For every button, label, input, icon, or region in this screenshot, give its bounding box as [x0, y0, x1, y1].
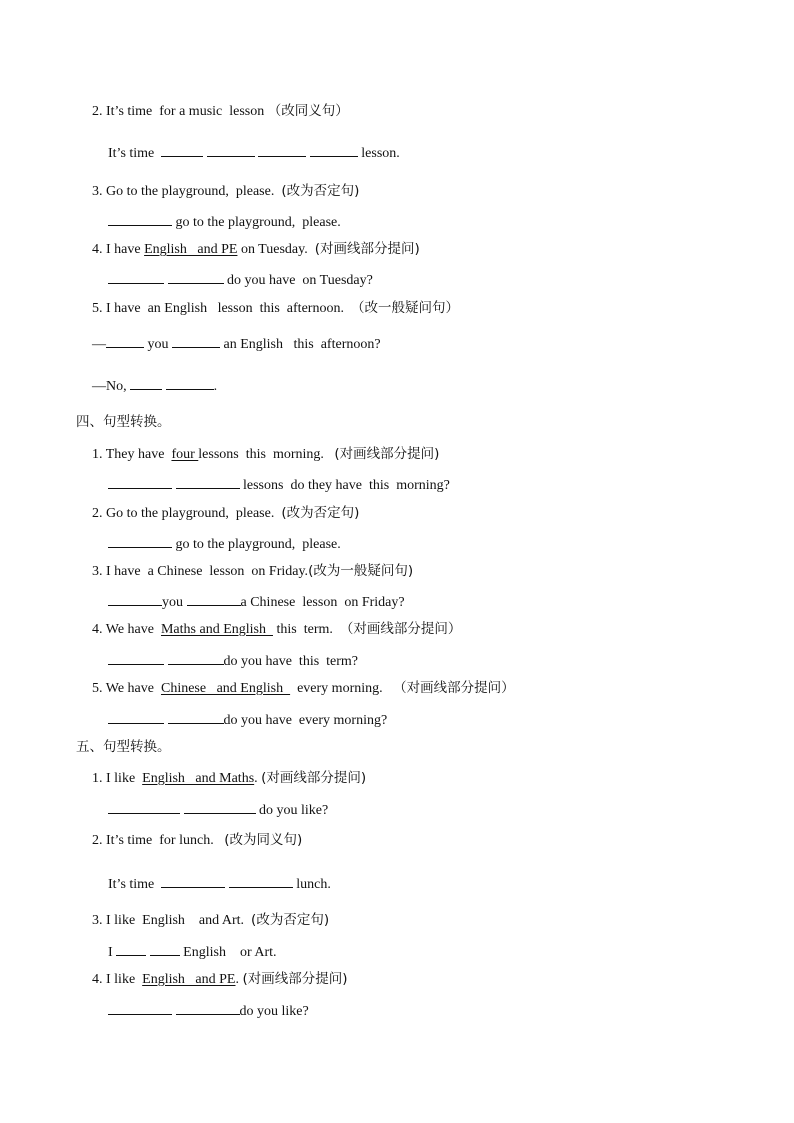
- instruction-text: （对画线部分提问）: [393, 680, 515, 696]
- answer-line: [108, 874, 331, 894]
- sentence-text: It’s time: [108, 877, 162, 892]
- question-2-prompt: [92, 504, 359, 523]
- answer-blank[interactable]: [184, 800, 256, 814]
- sentence-text: do you like?: [255, 803, 329, 818]
- answer-blank[interactable]: [108, 800, 180, 814]
- sentence-text: this term.: [272, 622, 340, 637]
- answer-line: [108, 592, 405, 612]
- question-2-prompt: [92, 831, 302, 850]
- sentence-text: do you have on Tuesday?: [223, 273, 373, 288]
- answer-blank[interactable]: [150, 942, 180, 956]
- question-4-prompt: [92, 620, 461, 639]
- answer-blank[interactable]: [166, 376, 214, 390]
- sentence-text: 5. I have an English lesson this afternoon.: [92, 301, 351, 316]
- answer-line: [108, 534, 341, 554]
- instruction-text: (对画线部分提问): [261, 770, 367, 786]
- answer-line: [108, 212, 341, 232]
- question-3-prompt: [92, 911, 329, 930]
- sentence-text: 1. I like: [92, 771, 143, 786]
- sentence-text: 5. We have: [92, 681, 161, 696]
- instruction-text: (改为否定句): [281, 183, 360, 199]
- sentence-text: 2. It’s time for a music lesson: [92, 104, 268, 119]
- answer-blank[interactable]: [168, 710, 224, 724]
- sentence-text: 3. Go to the playground, please.: [92, 184, 282, 199]
- instruction-text: (改为一般疑问句): [308, 563, 414, 579]
- answer-blank[interactable]: [108, 1001, 172, 1015]
- answer-line: [108, 270, 373, 290]
- underlined-phrase: four: [171, 447, 199, 462]
- sentence-text: every morning.: [290, 681, 394, 696]
- underlined-phrase: Maths and English: [160, 622, 273, 637]
- sentence-text: on Tuesday.: [237, 242, 315, 257]
- instruction-text: 五、句型转换。: [76, 739, 171, 755]
- answer-blank[interactable]: [187, 592, 241, 606]
- sentence-text: lessons do they have this morning?: [239, 478, 450, 493]
- sentence-text: lunch.: [292, 877, 331, 892]
- answer-line: [108, 651, 358, 671]
- instruction-text: （改同义句）: [267, 103, 349, 119]
- instruction-text: (改为否定句): [281, 505, 360, 521]
- instruction-text: (对画线部分提问): [314, 241, 420, 257]
- instruction-text: 四、句型转换。: [76, 414, 171, 430]
- instruction-text: （改一般疑问句）: [350, 300, 459, 316]
- sentence-text: English or Art.: [179, 945, 277, 960]
- answer-blank[interactable]: [130, 376, 162, 390]
- answer-blank[interactable]: [176, 475, 240, 489]
- question-4-prompt: [92, 970, 348, 989]
- answer-blank[interactable]: [106, 334, 144, 348]
- answer-line: [108, 710, 387, 730]
- sentence-text: 1. They have: [92, 447, 172, 462]
- sentence-text: lessons this morning.: [198, 447, 335, 462]
- underlined-phrase: English and PE: [144, 242, 238, 257]
- answer-blank[interactable]: [229, 874, 293, 888]
- sentence-text: 3. I like English and Art.: [92, 913, 252, 928]
- answer-blank[interactable]: [161, 143, 203, 157]
- answer-line: [108, 1001, 309, 1021]
- sentence-text: .: [254, 771, 262, 786]
- sentence-text: It’s time: [108, 146, 162, 161]
- answer-blank[interactable]: [161, 874, 225, 888]
- sentence-text: 2. Go to the playground, please.: [92, 506, 282, 521]
- question-3-prompt: [92, 182, 359, 201]
- question-1-prompt: [92, 445, 439, 464]
- sentence-text: do you have this term?: [223, 654, 359, 669]
- answer-line: [92, 334, 381, 354]
- answer-blank[interactable]: [168, 270, 224, 284]
- sentence-text: an English this afternoon?: [220, 337, 381, 352]
- question-3-prompt: [92, 562, 413, 581]
- answer-blank[interactable]: [258, 143, 306, 157]
- sentence-text: you: [144, 337, 172, 352]
- sentence-text: —No,: [92, 379, 131, 394]
- answer-blank[interactable]: [176, 1001, 240, 1015]
- answer-blank[interactable]: [310, 143, 358, 157]
- answer-blank[interactable]: [108, 710, 164, 724]
- sentence-text: —: [92, 337, 106, 352]
- answer-line: [108, 475, 450, 495]
- section-heading: [76, 738, 171, 756]
- question-5-prompt: [92, 679, 515, 698]
- sentence-text: 3. I have a Chinese lesson on Friday.: [92, 564, 309, 579]
- sentence-text: .: [213, 379, 218, 394]
- instruction-text: (改为同义句): [224, 832, 303, 848]
- instruction-text: (改为否定句): [251, 912, 330, 928]
- sentence-text: go to the playground, please.: [172, 537, 341, 552]
- answer-blank[interactable]: [116, 942, 146, 956]
- instruction-text: (对画线部分提问): [242, 971, 348, 987]
- answer-blank[interactable]: [108, 475, 172, 489]
- sentence-text: 4. I have: [92, 242, 145, 257]
- sentence-text: 4. I like: [92, 972, 143, 987]
- question-1-prompt: [92, 769, 366, 788]
- answer-line: [108, 942, 277, 962]
- answer-line: [108, 143, 400, 163]
- instruction-text: （对画线部分提问）: [339, 621, 462, 637]
- answer-blank[interactable]: [108, 592, 162, 606]
- underlined-phrase: English and Maths: [142, 771, 255, 786]
- answer-line: [92, 376, 217, 396]
- sentence-text: .: [235, 972, 243, 987]
- answer-blank[interactable]: [108, 534, 172, 548]
- answer-blank[interactable]: [108, 270, 164, 284]
- sentence-text: I: [108, 945, 117, 960]
- sentence-text: you: [162, 595, 187, 610]
- answer-blank[interactable]: [172, 334, 220, 348]
- question-2-prompt: [92, 102, 349, 121]
- sentence-text: do you like?: [239, 1004, 309, 1019]
- answer-blank[interactable]: [108, 212, 172, 226]
- sentence-text: a Chinese lesson on Friday?: [240, 595, 405, 610]
- underlined-phrase: Chinese and English: [160, 681, 291, 696]
- question-4-prompt: [92, 240, 420, 259]
- underlined-phrase: English and PE: [142, 972, 236, 987]
- sentence-text: do you have every morning?: [223, 713, 388, 728]
- sentence-text: 2. It’s time for lunch.: [92, 833, 225, 848]
- sentence-text: 4. We have: [92, 622, 161, 637]
- section-heading: [76, 413, 171, 431]
- sentence-text: go to the playground, please.: [172, 215, 341, 230]
- answer-blank[interactable]: [108, 651, 164, 665]
- instruction-text: (对画线部分提问): [334, 446, 440, 462]
- answer-blank[interactable]: [207, 143, 255, 157]
- sentence-text: lesson.: [357, 146, 400, 161]
- answer-line: [108, 800, 328, 820]
- question-5-prompt: [92, 299, 459, 318]
- answer-blank[interactable]: [168, 651, 224, 665]
